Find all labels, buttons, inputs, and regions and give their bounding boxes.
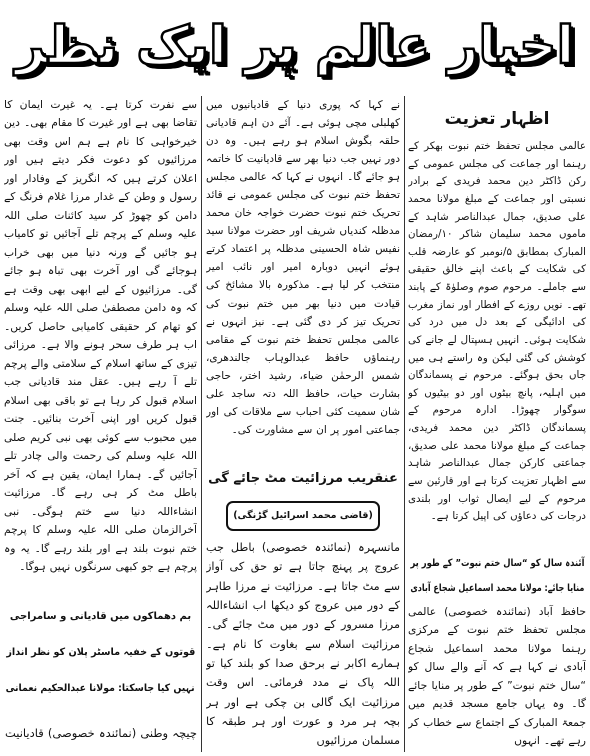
mirzaiyat-heading — [206, 462, 400, 496]
column-divider-right — [404, 96, 405, 752]
bomb-blasts-heading-line-2 — [4, 634, 197, 670]
bomb-blasts-heading-line-1 — [4, 598, 197, 634]
khatm-e-nabuwwat-heading-line-1 — [408, 551, 586, 576]
bomb-blasts-heading-line-3 — [4, 670, 197, 706]
khatm-e-nabuwwat-continuation: نے کہا کہ پوری دنیا کے قادیانیوں میں کھلبلی مچی ہوئی ہے۔ آئے دن اہم قادیانی حلقہ بگوش اسلام ہو رہے ہیں۔ وہ دن دور نہیں جب دنیا بھر سے قادیانیت کا خاتمہ ہو جائے گا۔ انہوں نے کہا کہ عالمی مجلس تحفظ ختم نبوت کی مجلس عمومی نے قائد تحریک ختم نبوت حضرت خواجہ خان محمد مدظلہ کندیاں شریف اور حضرت مولانا سید نفیس شاہ الحسینی مدظلہ پر اعتماد کرتے ہوئے انہیں دوبارہ امیر اور نائب امیر منتخب کر لیا ہے۔ مذکورہ بالا مشائخ کی قیادت میں دنیا بھر میں ختم نبوت کی تحریک تیز کر دی گئی ہے۔ نیز انہوں نے عالمی مجلس تحفظ ختم نبوت کے مقامی رہنماؤں حافظ عبدالوہاب جالندھری، شمس الرحمٰن ضیاء، رشید اختر، حاجی بشارت حیات، حافظ اللہ دتہ ساجد علی شان سمیت کئی احباب سے ملاقات کی اور جماعتی امور پر ان سے مشاورت کی۔ — [206, 99, 400, 436]
mirzaiyat-heading-text: عنقریب مرزائیت مٹ جائے گی — [208, 470, 398, 486]
heading-line-text: آئندہ سال کو “سال ختم نبوت” کے طور پر — [409, 558, 585, 569]
condolence-heading-text: اظہار تعزیت — [444, 108, 550, 129]
column-divider-left — [201, 96, 202, 752]
byline-text: (قاضی محمد اسرائیل گڑنگی) — [233, 509, 373, 521]
heading-line-text: بم دھماکوں میں قادیانی و سامراجی — [9, 610, 192, 622]
bomb-blasts-body: چیچہ وطنی (نمائندہ خصوصی) قادیانیت — [4, 726, 197, 740]
byline-box — [226, 501, 380, 531]
condolence-body: عالمی مجلس تحفظ ختم نبوت بھکر کے رہنما اور جماعت کی مجلس عمومی کے رکن ڈاکٹر دین محمد فریدی کے برادر نسبتی اور جماعت کے مبلغ مولانا محمد علی صدیق، جمال عبدالناصر شاہد کے ماموں محمد سلیمان شاکر ۱۰/رمضان المبارک بمطابق ۵/نومبر کو عارضہ قلب کی شکایت کے باعث اپنے خالق حقیقی سے جاملے۔ مرحوم صوم وصلوٰۃ کے پابند تھے۔ نویں روزے کے افطار اور نماز مغرب کی ادائیگی کے بعد دل میں درد کی شکایت ہوئی۔ انہیں ہسپتال لے جانے کی کوشش کی گئی لیکن وہ راستے ہی میں جاں بحق ہوگئے۔ مرحوم نے پسماندگان میں اہلیہ، پانچ بیٹوں اور دو بیٹیوں کو سوگوار چھوڑا۔ ادارہ مرحوم کے پسماندگان ڈاکٹر دین محمد فریدی، جماعت کے مبلغ مولانا محمد علی صدیق، جماعتی کارکن جمال عبدالناصر شاہد سے اظہار تعزیت کرتا ہے اور قارئین سے مرحوم کے لیے ایصال ثواب اور بلندی درجات کی دعاؤں کی اپیل کرتا ہے۔ — [408, 140, 586, 523]
heading-line-text: قوتوں کے خفیہ ماسٹر پلان کو نظر انداز — [5, 646, 196, 658]
heading-line-text: منایا جائے: مولانا محمد اسماعیل شجاع آبادی — [409, 583, 585, 594]
page-title — [6, 4, 584, 90]
condolence-heading — [408, 104, 586, 134]
mirzaiyat-body: مانسہرہ (نمائندہ خصوصی) باطل جب عروج پر پہنچ جاتا ہے تو حق کی آواز سے مٹ جاتا ہے۔ مرزائیت نے مرزا طاہر کے دور میں عروج کو دیکھا اب انشاءاللہ مرزا مسرور کے دور میں مٹ جائے گی۔ مرزائیت اسلام سے بغاوت کا نام ہے۔ ہمارے اکابر نے برحق صدا کو بلند کیا تو اللہ پاک نے مدد فرمائی۔ اس وقت مرزائیت ایک گالی بن چکی ہے اور ہر بچہ ہر مرد و عورت اور ہر طبقہ کا مسلمان مرزائیوں — [206, 541, 400, 748]
page-title-text: اخبار عالم پر ایک نظر — [15, 16, 575, 77]
khatm-e-nabuwwat-body: حافظ آباد (نمائندہ خصوصی) عالمی مجلس تحفظ ختم نبوت کے مرکزی رہنما مولانا محمد اسماعیل شجاع آبادی نے کہا ہے کہ آنے والے سال کو “سال ختم نبوت” کے طور پر منایا جائے گا۔ وہ یہاں جامع مسجد قدیم میں جمعۃ المبارک کے اجتماع سے خطاب کر رہے تھے۔ انہوں — [408, 605, 586, 748]
heading-line-text: نہیں کیا جاسکتا: مولانا عبدالحکیم نعمانی — [5, 682, 196, 694]
mirzaiyat-continuation: سے نفرت کرتا ہے۔ یہ غیرت ایمان کا تقاضا بھی ہے اور غیرت کا مقام بھی۔ دین خیرخواہی کا نام ہے ہم اس وقت بھی مرزائیوں کو دعوت فکر دیتے ہیں اور اعلان کرتے ہیں کہ انگریز کے وفادار اور رسول و وطن کے غدار مرزا غلام فرنگ کے دامن کو چھوڑ کر سید کائنات صلی اللہ علیہ وسلم کے پرچم تلے آجائیں تو کامیاب ہو جائیں گے ورنہ دنیا میں بھی خراب ہوجائے گی اور آخرت بھی تباہ ہو جائے گی۔ مرزائیوں کے لیے ابھی بھی وقت ہے کہ وہ دامن مصطفیٰ صلی اللہ علیہ وسلم کو تھام کر حقیقی کامیابی حاصل کریں۔ اب ہر طرف سحر ہونے والا ہے۔ مرزائی تیزی کے ساتھ اسلام کے سلامتی والے پرچم تلے آ رہے ہیں۔ عقل مند قادیانی جب اسلام قبول کر رہا ہے تو باقی بھی اسلام قبول کریں اور اپنی آخرت بنائیں۔ جنت میں محبوب سے کوئی بھی نبی کریم صلی اللہ علیہ وسلم کی رحمت والی چادر تلے آجائیں گے۔ ہمارا ایمان، یقین ہے کہ آخر باطل مٹ کر ہی رہے گا۔ مرزائیت انشاءاللہ دنیا سے ختم ہوگی۔ نبی آخرالزمان صلی اللہ علیہ وسلم کا پرچم ختم نبوت بلند ہے اور بلند رہے گا۔ یہ وہ پرچم ہے جو کبھی سرنگوں نہیں ہوگا۔ — [4, 98, 197, 574]
khatm-e-nabuwwat-heading-line-2 — [408, 576, 586, 601]
